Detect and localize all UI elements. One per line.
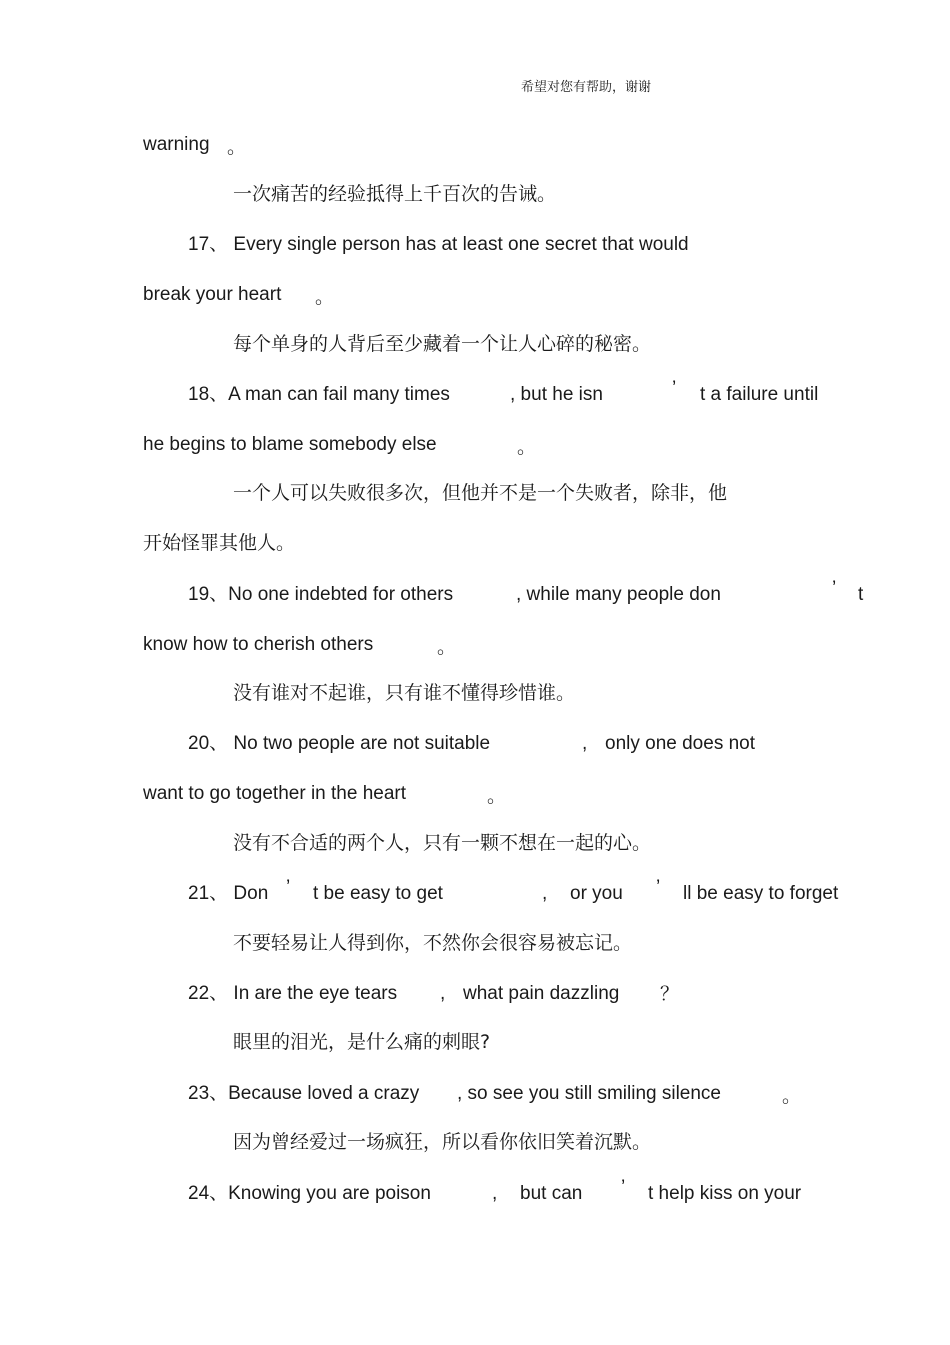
- period-mark: 。: [315, 286, 335, 308]
- quote-segment: 20、 No two people are not suitable: [188, 733, 491, 754]
- apostrophe-mark: ’: [832, 578, 837, 599]
- translation-line: 一个人可以失败很多次，但他并不是一个失败者，除非，他: [233, 482, 728, 504]
- text-line-content: want to go together in the heart: [143, 783, 407, 804]
- translation-line: 没有谁对不起谁，只有谁不懂得珍惜谁。: [233, 682, 576, 704]
- translation-line: 没有不合适的两个人，只有一颗不想在一起的心。: [233, 832, 652, 854]
- apostrophe-mark: ’: [286, 877, 291, 898]
- text-line-content: know how to cherish others: [143, 634, 374, 655]
- quote-segment: 23、Because loved a crazy: [188, 1083, 420, 1104]
- translation-line: 不要轻易让人得到你，不然你会很容易被忘记。: [233, 932, 633, 954]
- quote-segment: 21、 Don: [188, 883, 269, 904]
- quote-segment: , so see you still smiling silence: [457, 1083, 721, 1104]
- period-mark: 。: [227, 136, 247, 158]
- quote-segment: ,: [440, 983, 446, 1004]
- quote-segment: , while many people don: [516, 584, 721, 605]
- text-line-content: he begins to blame somebody else: [143, 434, 437, 455]
- text-line-content: warning: [143, 134, 210, 155]
- translation-line: 因为曾经爱过一场疯狂，所以看你依旧笑着沉默。: [233, 1131, 652, 1153]
- page-header: 希望对您有帮助，谢谢: [521, 80, 652, 95]
- quote-segment: ,: [492, 1183, 498, 1204]
- apostrophe-mark: ’: [672, 378, 677, 399]
- quote-segment: 24、Knowing you are poison: [188, 1183, 431, 1204]
- translation-line: 开始怪罪其他人。: [143, 532, 296, 554]
- quote-segment: t be easy to get: [313, 883, 443, 904]
- quote-segment: what pain dazzling: [463, 983, 620, 1004]
- quote-line: 17、 Every single person has at least one secret that would: [188, 234, 689, 255]
- period-mark: 。: [487, 785, 507, 807]
- quote-segment: 18、A man can fail many times: [188, 384, 450, 405]
- quote-segment: 22、 In are the eye tears: [188, 983, 398, 1004]
- quote-segment: t a failure until: [700, 384, 819, 405]
- period-mark: 。: [437, 636, 457, 658]
- quote-segment: ll be easy to forget: [683, 883, 839, 904]
- apostrophe-mark: ’: [656, 877, 661, 898]
- quote-segment: ,: [582, 733, 588, 754]
- quote-segment: only one does not: [605, 733, 756, 754]
- quote-segment: but can: [520, 1183, 583, 1204]
- translation-line: 每个单身的人背后至少藏着一个让人心碎的秘密。: [233, 333, 652, 355]
- text-line-content: break your heart: [143, 284, 282, 305]
- quote-segment: t: [858, 584, 864, 605]
- translation-line: 眼里的泪光，是什么痛的刺眼?: [233, 1031, 491, 1053]
- quote-segment: 19、No one indebted for others: [188, 584, 454, 605]
- quote-segment: ,: [542, 883, 548, 904]
- translation-line: 一次痛苦的经验抵得上千百次的告诫。: [233, 183, 557, 205]
- apostrophe-mark: ’: [621, 1177, 626, 1198]
- quote-segment: or you: [570, 883, 623, 904]
- quote-segment: t help kiss on your: [648, 1183, 802, 1204]
- quote-segment: , but he isn: [510, 384, 603, 405]
- period-mark: 。: [782, 1085, 802, 1107]
- period-mark: 。: [517, 436, 537, 458]
- question-mark: ？: [660, 983, 680, 1005]
